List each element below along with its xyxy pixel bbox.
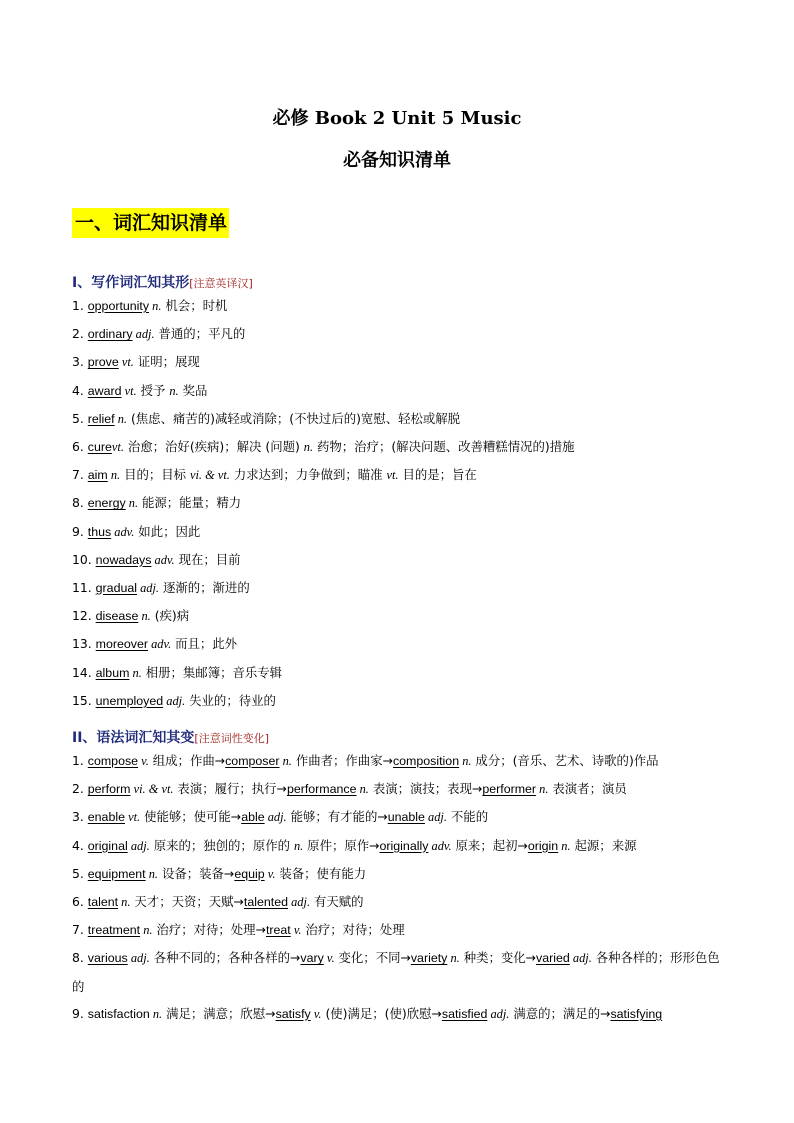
part-of-speech: n.	[303, 440, 314, 455]
part-of-speech: n.	[149, 1006, 163, 1021]
item-text: (疾)病	[150, 608, 190, 624]
item-text: 11.	[72, 580, 96, 596]
vocab-word: satisfying	[610, 1006, 663, 1021]
list-item	[72, 433, 732, 461]
vocab-word: performer	[482, 782, 537, 797]
vocab-word: varied	[536, 951, 570, 966]
part-of-speech: v.	[310, 1006, 322, 1021]
list-item	[72, 803, 732, 831]
item-text: 6.	[72, 894, 88, 910]
part-of-speech: vt.	[121, 383, 137, 398]
vocab-word: unemployed	[95, 693, 164, 708]
item-text: 机会；时机	[161, 298, 228, 313]
item-text: 7.	[72, 467, 88, 483]
vocab-word: perform	[87, 782, 131, 797]
item-text: 不能的	[446, 809, 489, 825]
item-text: 治愈；治好(疾病)；解决 (问题)	[123, 439, 304, 455]
item-text: 原来的；独创的；原作的	[149, 837, 294, 853]
item-text: 表演者；演员	[548, 781, 627, 797]
part-of-speech: vi. & vt.	[189, 468, 230, 483]
item-text: 装备；使有能力	[275, 865, 367, 881]
item-text: 治疗；对待；处理	[301, 922, 405, 938]
vocab-word: aim	[87, 468, 108, 483]
vocab-word: composition	[392, 754, 460, 768]
item-text: 13.	[72, 636, 96, 652]
part-of-speech: v.	[138, 754, 149, 768]
part-of-speech: adj.	[264, 810, 287, 825]
item-text: 4.	[72, 382, 88, 398]
vocab-word: ordinary	[87, 327, 133, 342]
vocab-word: unable	[387, 810, 425, 825]
part-of-speech: adv.	[148, 637, 172, 652]
vocab-word: opportunity	[87, 299, 150, 313]
vocab-word: performance	[286, 782, 357, 797]
vocab-word: talent	[87, 895, 119, 910]
part-of-speech: vi. & vt.	[130, 782, 174, 797]
item-text: 1.	[72, 298, 88, 313]
part-of-speech: n.	[459, 754, 472, 768]
vocab-word: thus	[87, 524, 112, 539]
item-text: 使能够；使可能→	[140, 809, 242, 825]
part-of-speech: vt.	[111, 440, 124, 455]
list-item	[72, 518, 732, 546]
list-item	[72, 292, 732, 320]
vocab-word: satisfied	[441, 1006, 488, 1021]
item-text: 5.	[72, 410, 88, 426]
vocab-word: treatment	[87, 923, 141, 938]
section-heading-vocabulary: 一、词汇知识清单	[72, 208, 229, 238]
vocab-word: album	[95, 665, 130, 680]
item-text: 2.	[72, 326, 88, 342]
part-of-speech: n.	[138, 609, 151, 624]
list-item	[72, 405, 732, 433]
part-of-speech: adj.	[569, 951, 592, 966]
part-of-speech: adj.	[288, 895, 311, 910]
part-of-speech: vt.	[124, 810, 141, 825]
list-item	[72, 860, 732, 888]
part-of-speech: n.	[140, 923, 153, 938]
part-of-speech: n.	[169, 383, 179, 398]
list-item	[72, 348, 732, 376]
item-text: 普通的；平凡的	[154, 326, 246, 342]
item-text: 7.	[72, 922, 88, 938]
list-item	[72, 775, 732, 803]
part2-note: [注意词性变化]	[194, 732, 270, 745]
part-of-speech: v.	[264, 866, 276, 881]
page-subtitle: 必备知识清单	[343, 150, 451, 171]
list-item	[72, 574, 732, 602]
item-text: 8.	[72, 495, 88, 511]
item-text: 表演；履行；执行→	[173, 781, 287, 797]
list-item	[72, 461, 732, 489]
list-item	[72, 489, 732, 517]
item-text: 组成；作曲→	[148, 753, 226, 768]
vocab-word: prove	[87, 355, 119, 370]
item-text: 各种不同的；各种各样的→	[149, 950, 301, 966]
vocab-word: enable	[87, 810, 125, 825]
part2-heading	[72, 727, 269, 747]
item-text: 作曲者；作曲家→	[291, 753, 393, 768]
vocab-word: nowadays	[95, 552, 152, 567]
vocab-word: various	[87, 951, 128, 966]
list-item	[72, 687, 732, 715]
item-text: 12.	[72, 608, 96, 624]
part-of-speech: n.	[107, 468, 121, 483]
item-text: 能够；有才能的→	[286, 809, 388, 825]
part-of-speech: n.	[125, 496, 139, 511]
vocab-word: equip	[234, 866, 265, 881]
vocab-word: relief	[87, 411, 115, 426]
vocab-word: satisfaction	[87, 1006, 150, 1021]
part-of-speech: v.	[290, 923, 302, 938]
part-of-speech: n.	[536, 782, 549, 797]
item-text: 治疗；对待；处理→	[152, 922, 266, 938]
item-text: 3.	[72, 354, 88, 370]
item-text: 满足；满意；欣慰→	[162, 1005, 276, 1021]
part1-title: I、写作词汇知其形	[72, 275, 190, 291]
part-of-speech: adj.	[424, 810, 447, 825]
vocab-word: composer	[225, 754, 280, 768]
item-text: 能源；能量；精力	[138, 495, 242, 511]
list-item	[72, 659, 732, 687]
list-item	[72, 916, 732, 944]
part-of-speech: adv.	[111, 524, 135, 539]
item-text: 3.	[72, 809, 88, 825]
item-text: 天才；天资；天赋→	[130, 894, 244, 910]
vocab-word: originally	[379, 838, 429, 853]
vocab-word: treat	[265, 923, 291, 938]
item-text: 奖品	[178, 382, 208, 398]
vocab-word: moreover	[95, 637, 148, 652]
item-text: (使)满足；(使)欣慰→	[321, 1005, 442, 1021]
item-text: 5.	[72, 865, 88, 881]
part-of-speech: adj.	[137, 581, 160, 596]
item-text: 表演；演技；表现→	[368, 781, 483, 797]
part-of-speech: n.	[356, 782, 369, 797]
item-text: 起源；来源	[570, 837, 637, 853]
item-text: 4.	[72, 837, 88, 853]
vocab-word: origin	[527, 838, 559, 853]
part-of-speech: n.	[129, 665, 142, 680]
item-text: 有天赋的	[310, 894, 364, 910]
list-item	[72, 546, 732, 574]
item-text: 2.	[72, 781, 88, 797]
vocab-word: compose	[87, 754, 139, 768]
item-text: 相册；集邮簿；音乐专辑	[141, 664, 283, 680]
item-text: 满意的；满足的→	[509, 1005, 611, 1021]
part-of-speech: adj.	[132, 327, 155, 342]
part1-note: [注意英译汉]	[189, 277, 253, 290]
part-of-speech: n.	[447, 951, 460, 966]
vocab-word: talented	[243, 895, 289, 910]
list-item	[72, 832, 732, 860]
vocab-word: vary	[300, 951, 324, 966]
list-item	[72, 630, 732, 658]
item-text: 成分；(音乐、艺术、诗歌的)作品	[471, 753, 659, 768]
item-text: 9.	[72, 523, 88, 539]
part-of-speech: vt.	[386, 468, 399, 483]
list-item	[72, 747, 732, 775]
part1-heading	[72, 272, 253, 292]
item-text: 现在；目前	[174, 551, 241, 567]
part-of-speech: v.	[323, 951, 335, 966]
item-text: 9.	[72, 1005, 88, 1021]
part-of-speech: adj.	[163, 693, 186, 708]
list-item	[72, 888, 732, 916]
item-text: 设备；装备→	[158, 865, 235, 881]
vocab-word: disease	[95, 609, 139, 624]
part-of-speech: adv.	[151, 552, 175, 567]
vocab-word: energy	[87, 496, 126, 511]
part2-title: II、语法词汇知其变	[72, 730, 195, 746]
item-text: 如此；因此	[134, 523, 201, 539]
item-text: 原来；起初→	[451, 837, 528, 853]
part-of-speech: adv.	[428, 838, 452, 853]
item-text: 力求达到；力争做到；瞄准	[229, 467, 387, 483]
part-of-speech: n.	[558, 838, 571, 853]
part-of-speech: adj.	[127, 951, 150, 966]
item-text: 逐渐的；渐进的	[159, 580, 250, 596]
vocab-word: cure	[87, 440, 112, 455]
vocab-word: variety	[410, 951, 448, 966]
item-text: 原件；原作→	[303, 837, 380, 853]
item-text: (焦虑、痛苦的)减轻或消除；(不快过后的)宽慰、轻松或解脱	[127, 410, 461, 426]
item-text: 各种各样的；形形色色的	[72, 950, 720, 994]
part-of-speech: n.	[149, 299, 162, 313]
item-text: 药物；治疗；(解决问题、改善糟糕情况的)措施	[313, 439, 575, 455]
list-item	[72, 320, 732, 348]
vocab-word: award	[87, 383, 122, 398]
item-text: 6.	[72, 439, 88, 455]
item-text: 8.	[72, 950, 88, 966]
page-title: 必修 Book 2 Unit 5 Music	[272, 108, 522, 129]
list-item	[72, 1000, 732, 1028]
part-of-speech: n.	[114, 411, 128, 426]
list-item	[72, 377, 732, 405]
item-text: 种类；变化→	[459, 950, 537, 966]
vocab-word: gradual	[95, 581, 137, 596]
vocab-word: original	[87, 838, 128, 853]
vocab-word: able	[241, 810, 265, 825]
item-text: 失业的；待业的	[185, 692, 276, 708]
item-text: 15.	[72, 692, 96, 708]
part-of-speech: adj.	[127, 838, 150, 853]
vocab-word: satisfy	[275, 1006, 311, 1021]
item-text: 14.	[72, 664, 96, 680]
writing-vocabulary-list	[72, 292, 732, 715]
part-of-speech: adj.	[487, 1006, 510, 1021]
part-of-speech: n.	[118, 895, 131, 910]
item-text: 目的；目标	[120, 467, 190, 483]
grammar-vocabulary-list	[72, 747, 732, 1028]
part-of-speech: n.	[145, 866, 159, 881]
item-text: 目的是；旨在	[398, 467, 477, 483]
item-text: 证明；展现	[133, 354, 200, 370]
item-text: 授予	[136, 382, 170, 398]
part-of-speech: vt.	[118, 355, 134, 370]
item-text: 而且；此外	[171, 636, 238, 652]
vocab-word: equipment	[87, 866, 146, 881]
part-of-speech: n.	[279, 754, 292, 768]
part-of-speech: n.	[293, 838, 304, 853]
list-item	[72, 944, 732, 999]
item-text: 变化；不同→	[334, 950, 411, 966]
list-item	[72, 602, 732, 630]
item-text: 10.	[72, 551, 96, 567]
item-text: 1.	[72, 753, 88, 768]
